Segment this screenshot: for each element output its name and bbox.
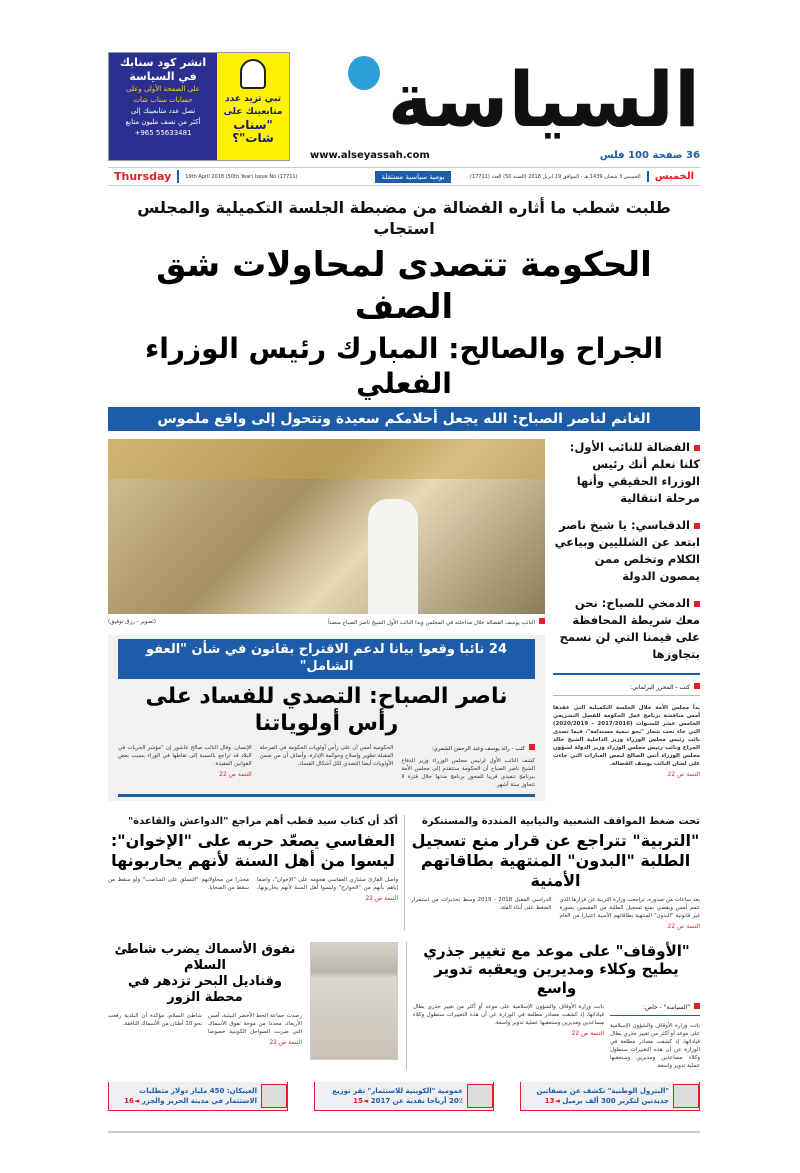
education-kicker: تحت ضغط المواقف الشعبية والنيابية المنددة والمستنكرة — [421, 815, 700, 827]
newspaper-logo: السياسة — [387, 55, 700, 144]
ad-line: في السياسة — [129, 70, 197, 83]
teaser-title: جديدتين لتكرير 300 ألف برميل — [562, 1096, 669, 1105]
teaser-title: الاستثمار في مدينة الحرير والجزر — [141, 1096, 257, 1105]
day-english: Thursday — [108, 170, 179, 183]
divider — [118, 794, 535, 797]
lead-grid — [108, 439, 700, 801]
lead-kicker: طلبت شطب ما أثاره الفضالة من مضبطة الجلسة التكميلية والمجلس استجاب — [137, 198, 671, 238]
page-number: 13 — [544, 1096, 555, 1105]
teaser-knpc[interactable] — [520, 1082, 700, 1111]
bullet-text: الدمخي للصباح: نحن معك شريطة المحافظة على قيمنا التي لن نسمح بتجاوزها — [559, 595, 700, 661]
date-english: 19th April 2018 (50th Year) Issue No (17711) — [185, 173, 298, 180]
page-arrow-icon: ◄ — [133, 1096, 140, 1105]
bullet-text: الفضالة للنائب الأول: كلنا نعلم أنك رئيس الوزراء الحقيقي وأنها مرحلة انتقالية — [569, 439, 700, 505]
awqaf-headline-2[interactable]: يطيح وكلاء ومديرين ويعقبه تدوير واسع — [434, 960, 679, 998]
bullet-square-icon — [539, 618, 545, 624]
divider — [553, 673, 700, 675]
author-text: كتب - رائد يوسف وعبد الرحمن الشمري: — [431, 745, 525, 752]
afasy-headline-2[interactable]: ليسوا من أهل السنة لأنهم يحاربونها — [111, 850, 395, 870]
teaser-title: العيبكان: 450 مليار دولار متطلبات — [139, 1086, 257, 1095]
teaser-title: عمومية "الكويتية للاستثمار" تقر توزيع — [332, 1086, 463, 1095]
afasy-kicker: أكد أن كتاب سيد قطب أهم مراجع "الدواعش والقاعدة" — [127, 815, 398, 827]
person-photo — [467, 1084, 493, 1108]
page-arrow-icon: ◄ — [554, 1096, 560, 1105]
lead-banner: الغانم لناصر الصباح: الله يجعل أحلامكم سعيدة وتتحول إلى واقع ملموس — [108, 407, 700, 431]
second-continued[interactable]: التتمة ص 22 — [219, 770, 252, 778]
photo-caption — [108, 618, 545, 627]
logo-row — [310, 52, 700, 148]
teasers — [108, 1082, 700, 1111]
second-author — [401, 744, 535, 753]
page-number: 15 — [353, 1096, 363, 1105]
lead-author — [553, 683, 700, 692]
photo-credit: (تصوير - رزق توفيق) — [108, 618, 157, 625]
second-columns — [118, 744, 535, 789]
ad-phone: +965 55633481 — [134, 129, 192, 137]
lead-headline-2[interactable]: الجراح والصالح: المبارك رئيس الوزراء الفعلي — [144, 331, 664, 400]
awqaf-continued[interactable]: التتمة ص 22 — [571, 1029, 604, 1037]
second-banner: 24 نائبا وقعوا بيانا لدعم الاقتراح بقانون في شأن "العفو الشامل" — [118, 639, 535, 679]
snapchat-ghost-icon — [240, 59, 266, 89]
price-pages: 36 صفحة 100 فلس — [599, 150, 700, 161]
teaser-title: 20٪ أرباحا نقدية عن 2017 — [370, 1096, 463, 1105]
teaser-silk-city[interactable] — [108, 1082, 288, 1111]
ad-yellow-panel — [217, 53, 289, 160]
divider — [553, 695, 700, 696]
education-headline-2[interactable]: الطلبة "البدون" المنتهية بطاقاتهم الأمنية — [420, 850, 691, 890]
afasy-story — [108, 815, 404, 930]
awqaf-body: باتت وزارة الأوقاف والشؤون الإسلامية على موعد أو أكثر من تغيير جذري يطال قياداتها، إذ كشفت مصادر مطلعة في الوزارة عن أن هذه التغييرات ستطول وكلاء مساعدين ومديرين وستعقبها عملية تدوير واسعة. — [413, 1003, 604, 1026]
awqaf-headline[interactable]: "الأوقاف" على موعد مع تغيير جذري — [423, 941, 690, 960]
fish-headline-2[interactable]: وقناديل البحر تزدهر في محطة الزور — [127, 974, 283, 1006]
awqaf-body-2: باتت وزارة الأوقاف والشؤون الإسلامية على موعد أو أكثر من تغيير جذري يطال قياداتها، إذ كشفت مصادر مطلعة في الوزارة عن أن هذه التغييرات ستطول وكلاء مساعدين ومديرين وستعقبها عملية تدوير واسعة. — [610, 1022, 700, 1069]
awqaf-story — [406, 942, 700, 1070]
second-col-2: الحكومية أمس أن على رأس أولويات الحكومة في المرحلة المقبلة تطوير وإصلاح وحوكمة الإدارة. وأضاف أن من ضمن الأولويات أيضا التصدي لكل أشكال الفساد. — [259, 744, 394, 767]
second-col-3: الإنسان. وقال النائب صالح عاشور إن "مؤشر الحريات في البلاد قد تراجع بالنسبة إلى تقاطها في الوراء بسبب بعض القوانين المقيدة. — [118, 744, 252, 767]
divider — [610, 1015, 700, 1016]
lead-continued[interactable]: التتمة ص 22 — [667, 770, 700, 778]
fish-story — [108, 942, 302, 1070]
bullet-item — [553, 439, 700, 507]
date-bar — [108, 167, 700, 186]
ad-line: انشر كود سنابك — [119, 56, 207, 69]
second-col-3-wrap — [118, 744, 252, 789]
ad-line: تبي تزيد عدد — [225, 94, 281, 104]
awqaf-main — [413, 1003, 604, 1070]
second-col-1-wrap — [401, 744, 535, 789]
second-col-1: كشف النائب الأول لرئيس مجلس الوزراء وزير الدفاع الشيخ ناصر الصباح أن الحكومة ستتقدم إلى مجلس الأمة ببرنامج تنفيذي قريبا للمحور برنامج مدتها خلال فترة لا تتجاوز ستة أشهر. — [401, 757, 535, 788]
afasy-headline[interactable]: العفاسي يصعّد حربه على "الإخوان": — [110, 830, 396, 850]
masthead — [108, 52, 700, 161]
awqaf-author — [610, 1003, 700, 1012]
education-story — [404, 815, 700, 930]
second-headline[interactable]: ناصر الصباح: التصدي للفساد على رأس أولوياتنا — [145, 683, 508, 737]
education-body: بعد ساعات من صدوره، تراجعت وزارة التربية عن قرارها الذي عمم أمس ويقضي بمنع تسجيل الطلبة من المقيمين بصورة غير قانونية "البدون" المنتهية بطاقاتهم الأمنية اعتبارا من العام الدراسي المقبل 2018 - 2019 وسط تحذيرات من استمرار الضغط على أبناء الفئة. — [411, 896, 700, 919]
person-photo — [673, 1084, 699, 1108]
teaser-kic[interactable] — [314, 1082, 494, 1111]
teaser-title: "البترول الوطنية" تكشف عن مصفاتين — [536, 1086, 669, 1095]
logo-footer — [310, 150, 700, 161]
ad-line: حسابات سناب شات — [133, 96, 193, 104]
bullet-square-icon — [694, 523, 700, 529]
ad-line: "سناب شات"؟ — [232, 118, 274, 145]
bullet-text: الدقباسي: يا شيخ ناصر ابتعد عن الشلليين وبياعي الكلام وتخلص ممن يمصون الدولة — [554, 517, 700, 583]
bullet-square-icon — [694, 601, 700, 607]
fish-headline[interactable]: نفوق الأسماك يضرب شاطئ السلام — [114, 941, 296, 973]
person-photo — [261, 1084, 287, 1108]
page-arrow-icon: ◄ — [362, 1096, 369, 1105]
fish-body: رصدت جماعة الخط الأخضر البيئية، أمس الأربعاء، مجددا من موجة نفوق الأسماك التي ضربت السواحل الكويتية خصوصا شاطئ السلام، مؤكدة أن البلدية رفعت نحو 10 أطنان من الأسماك النافقة. — [108, 1012, 302, 1035]
photo-figure — [368, 499, 418, 614]
bottom-stories — [108, 942, 700, 1070]
falcon-logo-icon — [348, 56, 380, 90]
lead-headline[interactable]: الحكومة تتصدى لمحاولات شق الصف — [156, 244, 652, 328]
afasy-body: واصل القارئ مشاري العفاسي هجومه على "الإخوان"، واصفا إياهم بأنهم من "الخوارج" وليسوا أهل السنة لأنهم يحاربونها، محذرا من محاولاتهم "التسلق على المناصب" ولو سقط من سقط من الضحايا. — [108, 876, 398, 891]
education-continued[interactable]: التتمة ص 22 — [667, 922, 700, 930]
bullet-item — [553, 517, 700, 585]
author-text: كتب - المحرر البرلماني: — [630, 683, 690, 691]
bullet-square-icon — [529, 744, 535, 750]
bullet-square-icon — [694, 445, 700, 451]
photo-benches — [108, 439, 545, 479]
slogan: يومية سياسية مستقلة — [375, 171, 450, 183]
afasy-continued[interactable]: التتمة ص 22 — [365, 894, 398, 902]
awqaf-columns — [413, 1003, 700, 1070]
lead-body: بدأ مجلس الأمة خلال الجلسة التكميلية التي عقدها أمس مناقشة برنامج عمل الحكومة للفصل التشريعي الخامس عشر للسنوات (2017/2016 - 2020/2019) التي جاء تحت شعار "نحو تنمية مستدامة"، فيما تصدى نائب رئيس مجلس الوزراء وزير الداخلية الشيخ خالد الجراح ونائب رئيس مجلس الوزراء وزير الدولة لشؤون مجلس الوزراء أنس الصالح لبعض العبارات التي جاءت على لسان النائب يوسف الفضالة. — [553, 704, 700, 767]
bullet-square-icon — [694, 1003, 700, 1009]
second-story-box — [108, 635, 545, 801]
bullet-square-icon — [694, 683, 700, 689]
caption-text: النائب يوسف الفضالة خلال مداخلته في المجلس وبدا النائب الأول الشيخ ناصر الصباح منصتاً — [328, 619, 535, 626]
ad-line: أكثر من نصف مليون متابع — [125, 118, 201, 126]
ad-line: تصل عدد متابعينك إلى — [130, 107, 196, 115]
ad-blue-panel — [109, 53, 217, 160]
snapchat-ad[interactable] — [108, 52, 290, 161]
parliament-photo — [108, 439, 545, 614]
website-url[interactable]: www.alseyassah.com — [310, 150, 430, 161]
beach-photo — [310, 942, 398, 1060]
lead-side-column — [553, 439, 700, 801]
bullet-item — [553, 595, 700, 663]
day-arabic: الخميس — [647, 171, 700, 182]
lead-main-column — [108, 439, 545, 801]
fish-continued[interactable]: التتمة ص 22 — [269, 1038, 302, 1046]
ad-line: على الصفحة الأولى وعلى — [126, 85, 200, 93]
middle-stories — [108, 815, 700, 930]
awqaf-side — [610, 1003, 700, 1070]
education-headline[interactable]: "التربية" تتراجع عن قرار منع تسجيل — [411, 830, 700, 850]
page-number: 16 — [124, 1096, 134, 1105]
date-arabic: الخميس 3 شعبان 1439 هـ - الموافق 19 ابريل 2018 (السنة 50) العدد (17711) — [469, 173, 641, 180]
logo-block — [310, 52, 700, 161]
ad-line: متابعينك على — [223, 107, 283, 117]
author-text: "السياسة" - خاص: — [642, 1003, 690, 1011]
